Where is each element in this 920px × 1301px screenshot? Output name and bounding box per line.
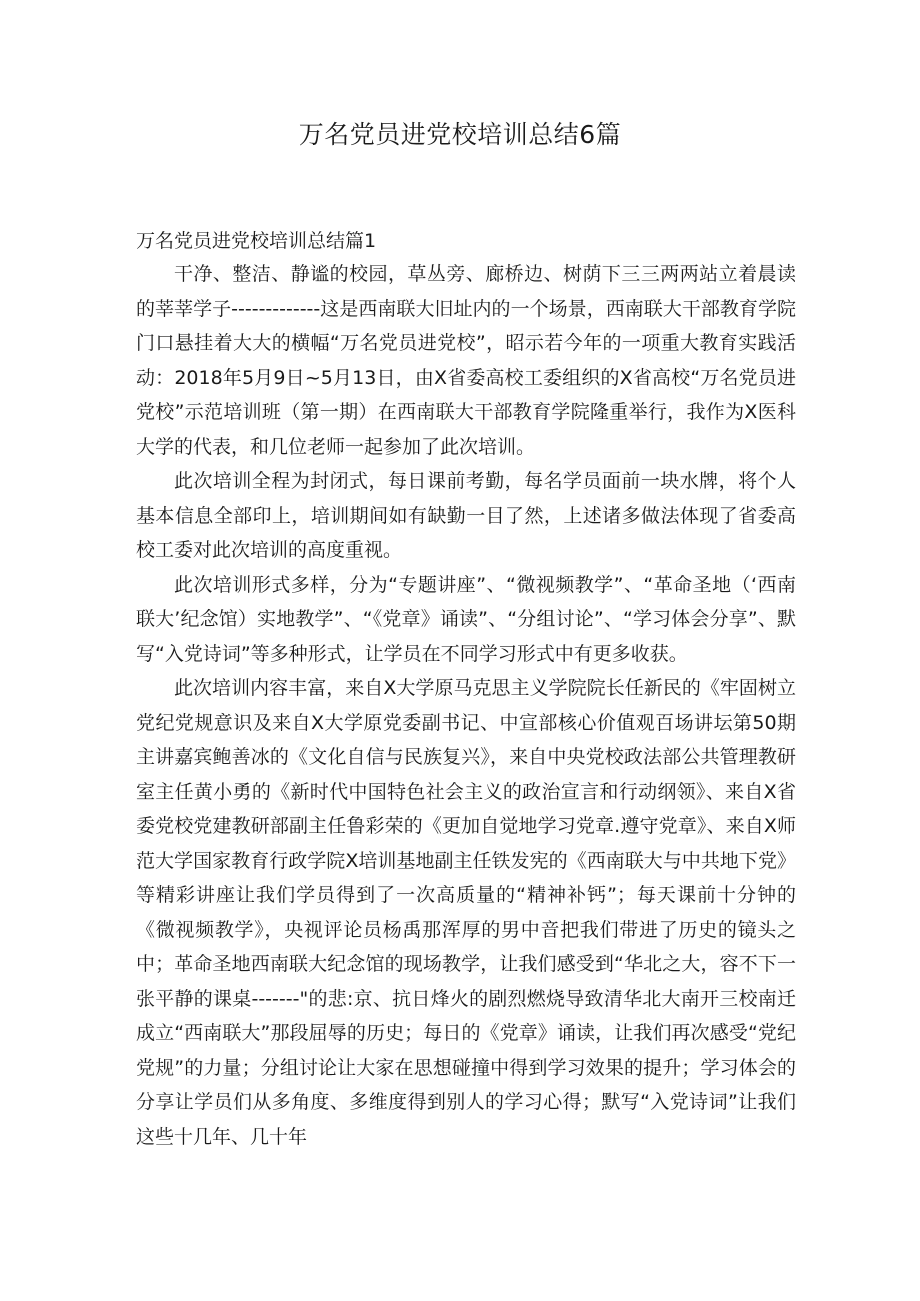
paragraph-4: 此次培训内容丰富，来自X大学原马克思主义学院院长任新民的《牢固树立党纪党规意识及来自X大学原党委副书记、中宣部核心价值观百场讲坛第50期主讲嘉宾鲍善冰的《文化自信与民族复兴》，来自中央党校政法部公共管理教研室主任黄小勇的《新时代中国特色社会主义的政治宣言和行动纲领》、来自X省委党校党建教研部副主任鲁彩荣的《更加自觉地学习党章.遵守党章》、来自X师范大学国家教育行政学院X培训基地副主任铁发宪的《西南联大与中共地下党》等精彩讲座让我们学员得到了一次高质量的“精神补钙”；每天课前十分钟的《微视频教学》，央视评论员杨禹那浑厚的男中音把我们带进了历史的镜头之中；革命圣地西南联大纪念馆的现场教学，让我们感受到“华北之大，容不下一张平静的课桌-------"的悲:京、抗日烽火的剧烈燃烧导致清华北大南开三校南迁成立“西南联大”那段屈辱的历史；每日的《党章》诵读，让我们再次感受“党纪党规”的力量；分组讨论让大家在思想碰撞中得到学习效果的提升；学习体会的分享让学员们从多角度、多维度得到别人的学习心得；默写“入党诗词”让我们这些十几年、几十年 bbox=[136, 677, 796, 1148]
body-text bbox=[136, 257, 796, 1154]
paragraph-2: 此次培训全程为封闭式，每日课前考勤，每名学员面前一块水牌，将个人基本信息全部印上，培训期间如有缺勤一目了然，上述诸多做法体现了省委高校工委对此次培训的高度重视。 bbox=[136, 470, 796, 561]
document-title: 万名党员进党校培训总结6篇 bbox=[298, 120, 622, 149]
paragraph-1: 干净、整洁、静谧的校园，草丛旁、廊桥边、树荫下三三两两站立着晨读的莘莘学子-------------这是西南联大旧址内的一个场景，西南联大干部教育学院门口悬挂着大大的横幅“万名党员进党校”，昭示若今年的一项重大教育实践活动：2018年5月9日~5月13日，由X省委高校工委组织的X省高校“万名党员进党校”示范培训班（第一期）在西南联大干部教育学院隆重举行，我作为X医科大学的代表，和几位老师一起参加了此次培训。 bbox=[136, 263, 796, 458]
section-heading: 万名党员进党校培训总结篇1 bbox=[136, 230, 377, 252]
paragraph-3: 此次培训形式多样，分为“专题讲座”、“微视频教学”、“革命圣地（‘西南联大’纪念馆）实地教学”、“《党章》诵读”、“分组讨论”、“学习体会分享”、默写“入党诗词”等多种形式，让学员在不同学习形式中有更多收获。 bbox=[136, 573, 796, 665]
